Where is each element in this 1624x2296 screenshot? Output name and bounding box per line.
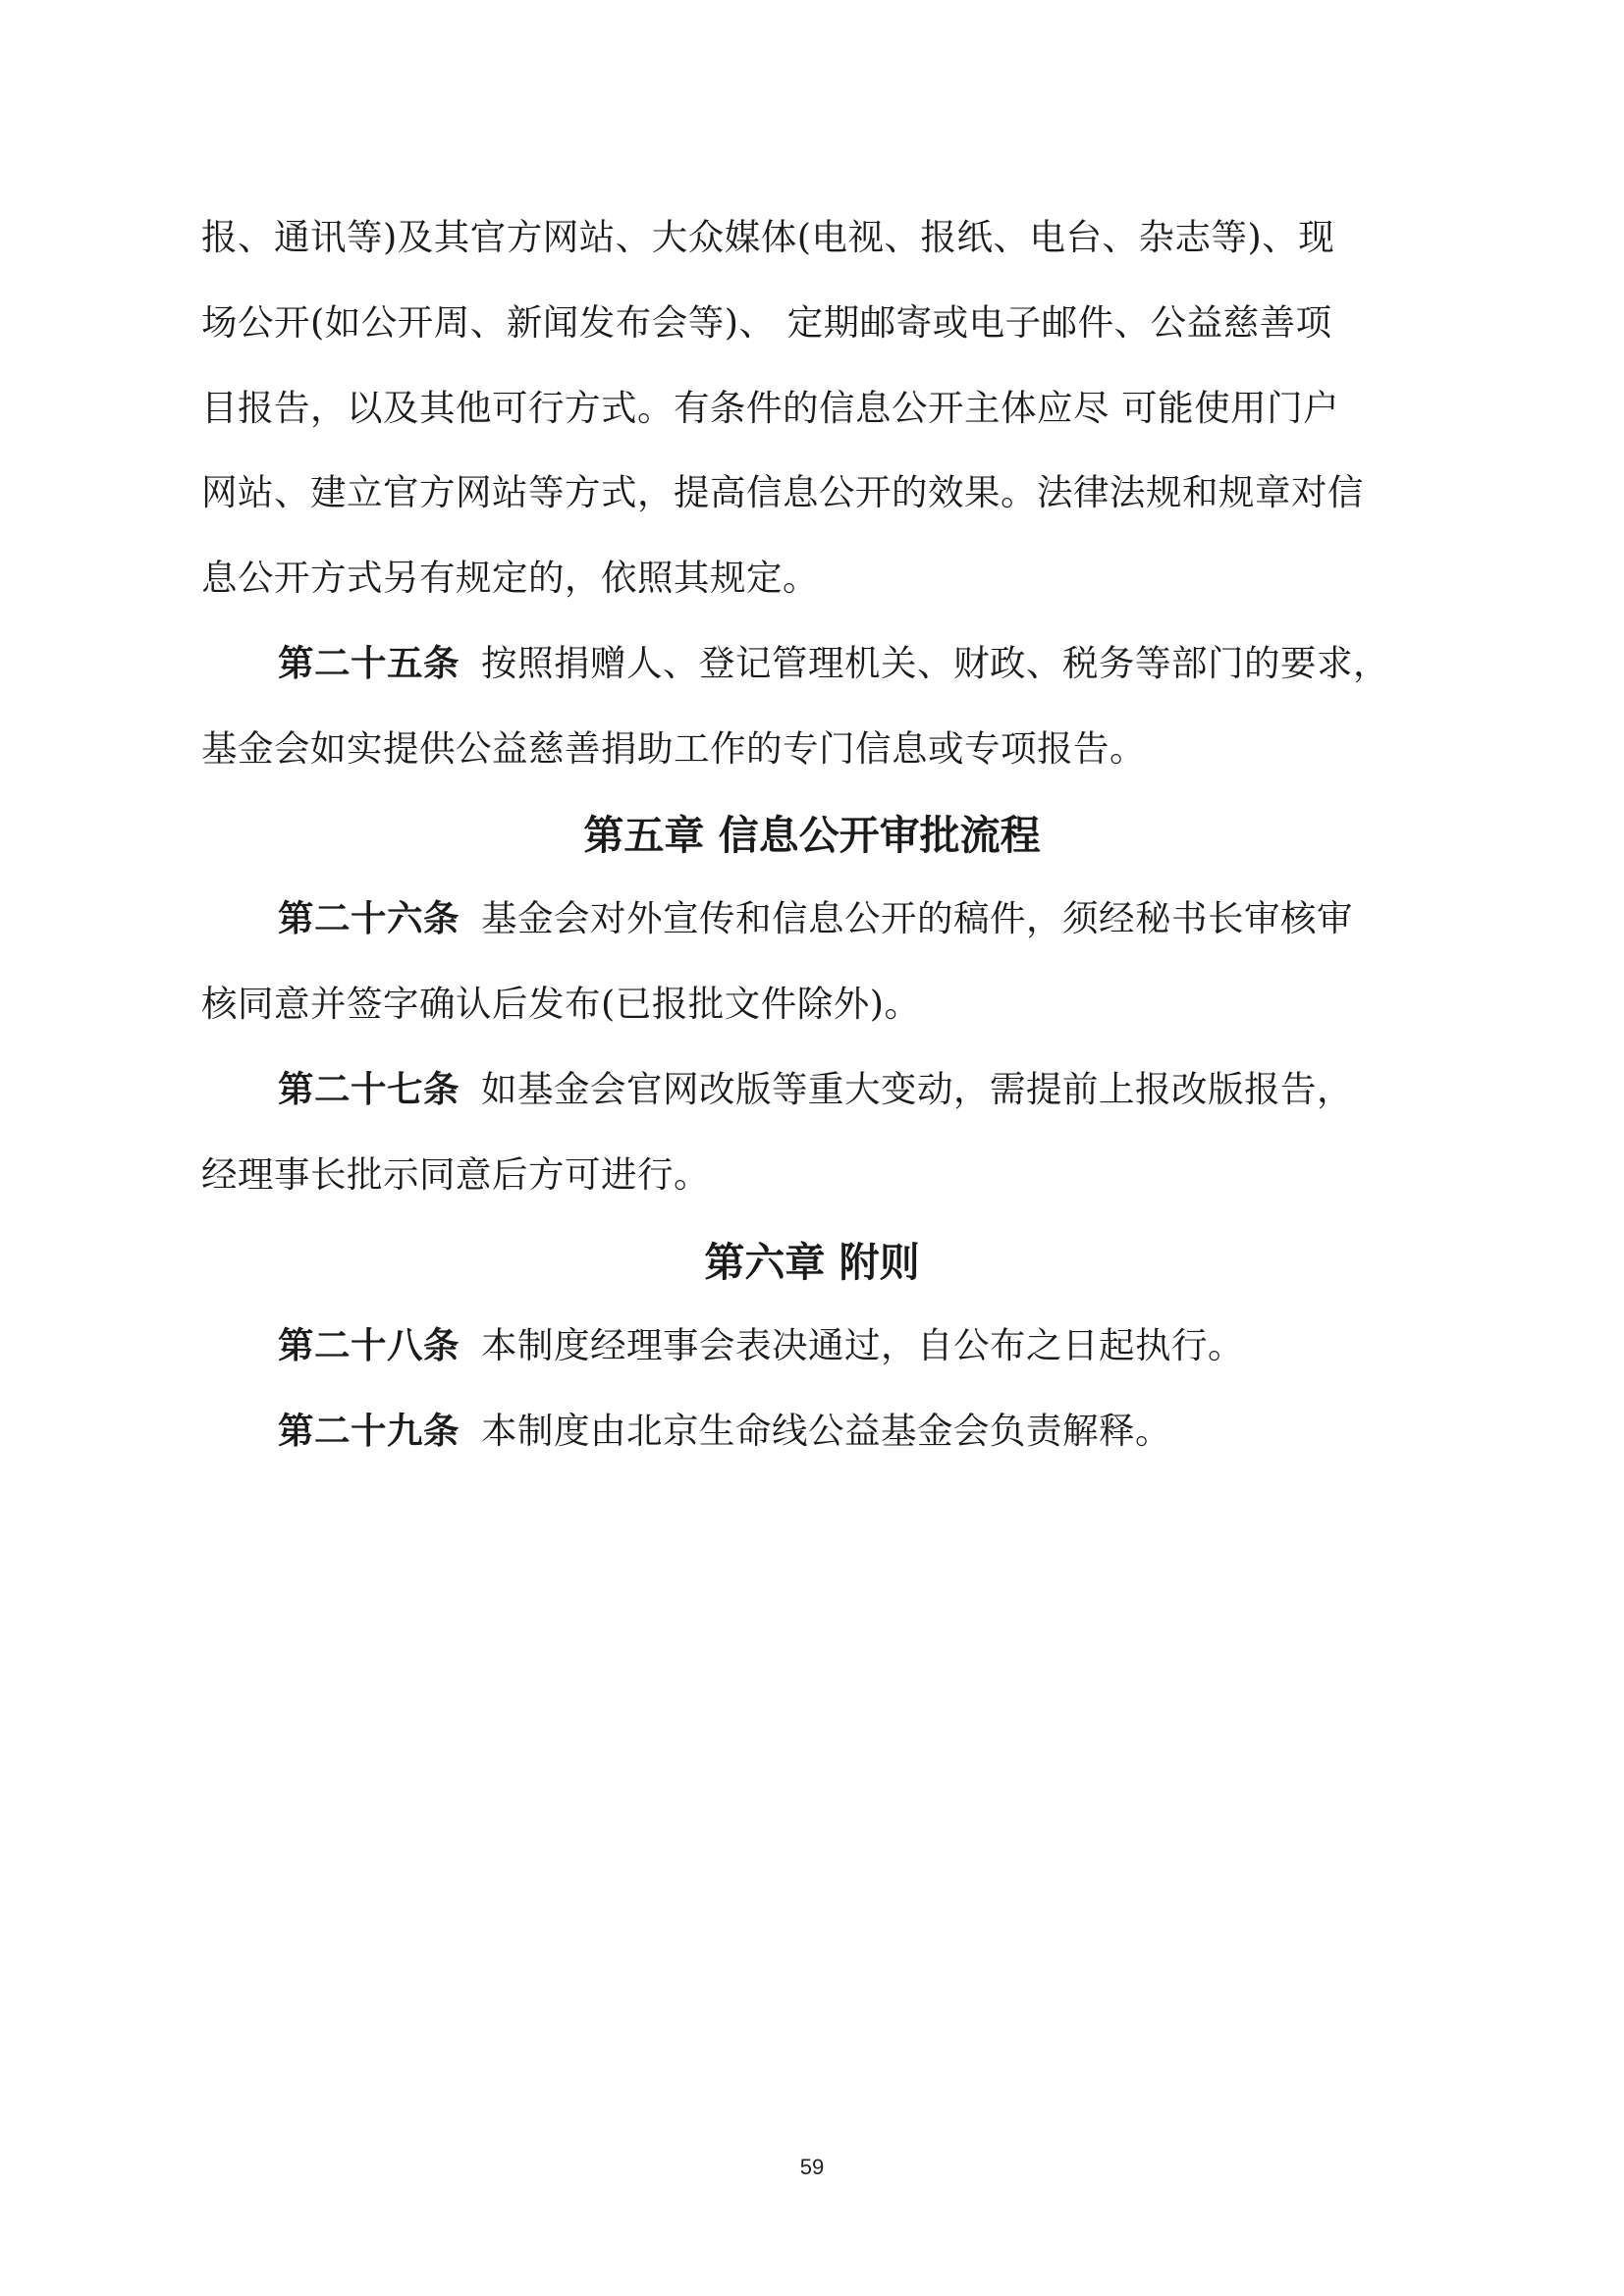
article-28 <box>278 1322 1505 1369</box>
article-27 <box>278 1066 1505 1113</box>
paragraph-line: 网站、建立官方网站等方式，提高信息公开的效果。法律法规和规章对信 <box>201 471 1364 513</box>
article-29-label: 第二十九条 <box>278 1410 460 1452</box>
article-25-continuation: 基金会如实提供公益慈善捐助工作的专门信息或专项报告。 <box>201 727 1146 770</box>
article-29 <box>278 1408 1505 1455</box>
page-number: 59 <box>799 2155 825 2179</box>
paragraph-line: 息公开方式另有规定的，依照其规定。 <box>201 557 819 599</box>
chapter-6-heading: 第六章 附则 <box>704 1239 920 1286</box>
article-26-continuation: 核同意并签字确认后发布(已报批文件除外)。 <box>201 983 921 1025</box>
article-27-text: 如基金会官网改版等重大变动，需提前上报改版报告， <box>481 1068 1353 1110</box>
article-26-label: 第二十六条 <box>278 897 460 939</box>
article-29-text: 本制度由北京生命线公益基金会负责解释。 <box>481 1410 1171 1452</box>
article-28-label: 第二十八条 <box>278 1324 460 1366</box>
article-27-continuation: 经理事长批示同意后方可进行。 <box>201 1153 710 1196</box>
paragraph-line: 报、通讯等)及其官方网站、大众媒体(电视、报纸、电台、杂志等)、现 <box>201 216 1335 258</box>
article-25 <box>278 640 1505 687</box>
paragraph-line: 场公开(如公开周、新闻发布会等)、 定期邮寄或电子邮件、公益慈善项 <box>201 301 1332 344</box>
chapter-5-heading: 第五章 信息公开审批流程 <box>583 812 1041 859</box>
article-28-text: 本制度经理事会表决通过，自公布之日起执行。 <box>481 1324 1244 1366</box>
article-27-label: 第二十七条 <box>278 1068 460 1110</box>
article-26-text: 基金会对外宣传和信息公开的稿件，须经秘书长审核审 <box>481 897 1353 939</box>
article-25-label: 第二十五条 <box>278 642 460 684</box>
article-26 <box>278 895 1505 942</box>
article-25-text: 按照捐赠人、登记管理机关、财政、税务等部门的要求， <box>481 642 1389 684</box>
paragraph-line: 目报告，以及其他可行方式。有条件的信息公开主体应尽 可能使用门户 <box>201 387 1340 429</box>
